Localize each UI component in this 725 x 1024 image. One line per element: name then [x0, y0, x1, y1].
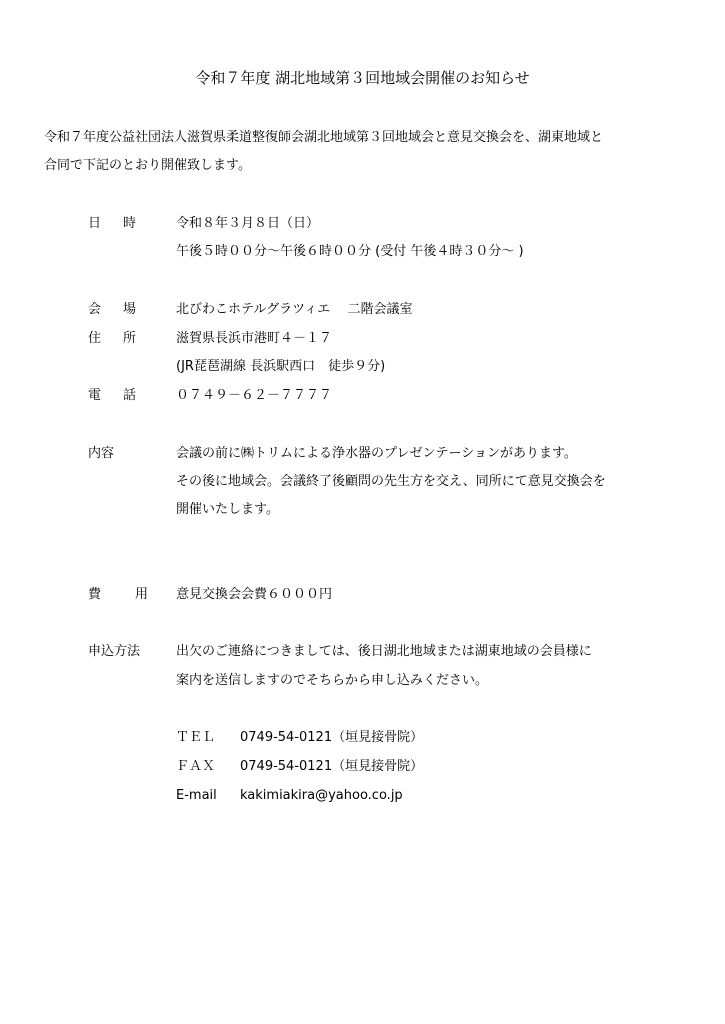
fee-label-char-1: 費: [88, 587, 102, 602]
datetime-date: 令和８年３月８日（日）: [176, 216, 320, 231]
application-label: 申込方法: [88, 644, 141, 659]
tel-label: ＴＥＬ: [176, 730, 216, 745]
fee-value: 意見交換会会費６０００円: [176, 587, 333, 602]
address-line-2: (JR琵琶湖線 長浜駅西口 徒歩９分): [176, 359, 386, 374]
phone-value: ０７４９－６２－７７７７: [176, 388, 333, 403]
datetime-label-char-1: 日: [88, 216, 102, 231]
fee-label-char-2: 用: [134, 587, 148, 602]
phone-label-char-2: 話: [122, 388, 136, 403]
fax-value: 0749-54-0121（垣見接骨院）: [240, 759, 424, 774]
venue-label-char-2: 場: [122, 302, 136, 317]
phone-label-char-1: 電: [88, 388, 102, 403]
datetime-label-char-2: 時: [122, 216, 136, 231]
email-label: E-mail: [176, 788, 217, 803]
content-line-3: 開催いたします。: [176, 502, 279, 517]
datetime-label: [88, 214, 136, 234]
fax-label: ＦＡＸ: [176, 759, 216, 774]
datetime-time: 午後５時００分～午後６時００分 (受付 午後４時３０分～ ): [176, 244, 524, 259]
venue-value: 北びわこホテルグラツィエ 二階会議室: [176, 302, 413, 317]
intro-line-2: 合同で下記のとおり開催致します。: [44, 158, 251, 173]
tel-value: 0749-54-0121（垣見接骨院）: [240, 730, 424, 745]
content-label: 内容: [88, 446, 115, 461]
address-line-1: 滋賀県長浜市港町４－１７: [176, 331, 333, 346]
fee-label: [88, 585, 148, 605]
email-value[interactable]: kakimiakira@yahoo.co.jp: [240, 788, 403, 803]
address-label-char-2: 所: [122, 331, 136, 346]
application-line-1: 出欠のご連絡につきましては、後日湖北地域または湖東地域の会員様に: [176, 644, 592, 659]
content-line-1: 会議の前に㈱トリムによる浄水器のプレゼンテーションがあります。: [176, 446, 577, 461]
address-label: [88, 329, 136, 349]
phone-label: [88, 386, 136, 406]
application-line-2: 案内を送信しますのでそちらから申し込みください。: [176, 673, 489, 688]
address-label-char-1: 住: [88, 331, 102, 346]
page-title: 令和７年度 湖北地域第３回地域会開催のお知らせ: [195, 69, 530, 87]
venue-label: [88, 300, 136, 320]
intro-line-1: 令和７年度公益社団法人滋賀県柔道整復師会湖北地域第３回地域会と意見交換会を、湖東地域と: [44, 130, 604, 145]
venue-label-char-1: 会: [88, 302, 102, 317]
content-line-2: その後に地域会。会議終了後顧問の先生方を交え、同所にて意見交換会を: [176, 474, 606, 489]
